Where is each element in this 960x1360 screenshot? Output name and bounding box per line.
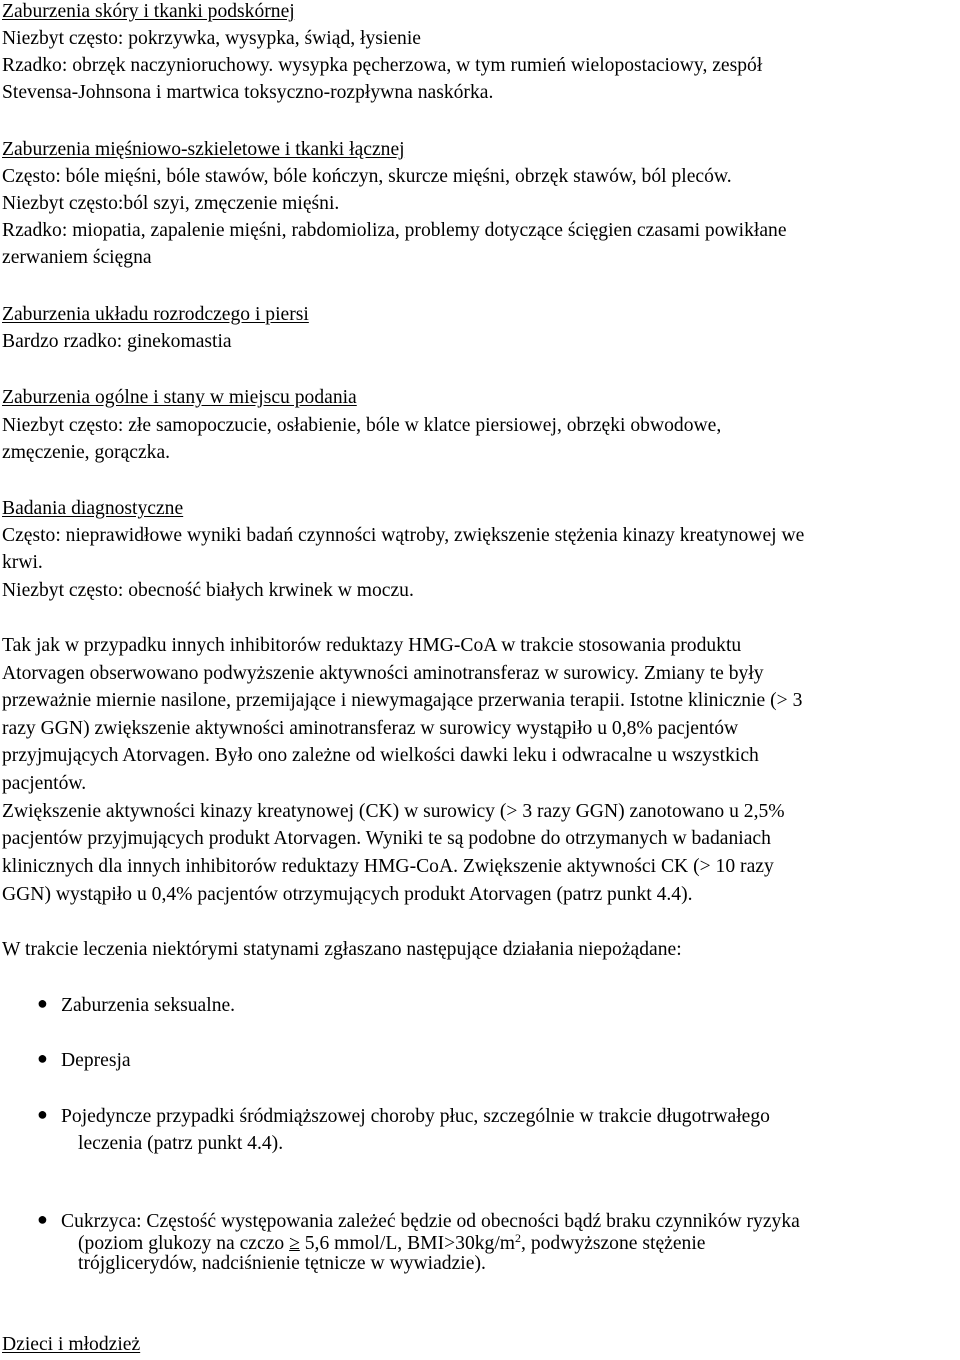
bullet-icon: ●	[37, 1104, 48, 1124]
text-line: zmęczenie, gorączka.	[2, 442, 171, 463]
paragraph-line: Zwiększenie aktywności kinazy kreatynowej (CK) w surowicy (> 3 razy GGN) zanotowano u 2,5%	[2, 801, 785, 822]
paragraph-line: klinicznych dla innych inhibitorów reduktazy HMG-CoA. Zwiększenie aktywności CK (> 10 razy	[2, 856, 774, 877]
paragraph-line: GGN) wystąpiło u 0,4% pacjentów otrzymujących produkt Atorvagen (patrz punkt 4.4).	[2, 884, 693, 905]
text-line: Niezbyt często: pokrzywka, wysypka, świąd, łysienie	[2, 28, 421, 49]
greater-equal-symbol: ≥	[289, 1233, 300, 1254]
section-heading-diagnostic: Badania diagnostyczne	[2, 498, 184, 519]
superscript: 2	[515, 1231, 522, 1245]
text-line: Niezbyt często: obecność białych krwinek w moczu.	[2, 580, 414, 601]
bullet-icon: ●	[37, 993, 48, 1013]
text-span: (poziom glukozy na czczo	[78, 1233, 290, 1254]
paragraph-line: przyjmujących Atorvagen. Było ono zależne od wielkości dawki leku i odwracalne u wszystkich	[2, 745, 759, 766]
text-line: Rzadko: miopatia, zapalenie mięśni, rabdomioliza, problemy dotyczące ścięgien czasami powikłane	[2, 220, 787, 241]
paragraph-line: Atorvagen obserwowano podwyższenie aktywności aminotransferaz w surowicy. Zmiany te były	[2, 663, 764, 684]
text-line: krwi.	[2, 552, 43, 573]
list-item-text: Pojedyncze przypadki śródmiąższowej choroby płuc, szczególnie w trakcie długotrwałego	[61, 1106, 770, 1127]
text-line: Rzadko: obrzęk naczynioruchowy. wysypka pęcherzowa, w tym rumień wielopostaciowy, zespół	[2, 55, 763, 76]
bullet-icon: ●	[37, 1209, 48, 1229]
section-heading-musculoskeletal: Zaburzenia mięśniowo-szkieletowe i tkanki łącznej	[2, 139, 405, 160]
text-line: zerwaniem ścięgna	[2, 247, 152, 268]
text-line: Często: bóle mięśni, bóle stawów, bóle kończyn, skurcze mięśni, obrzęk stawów, ból pleców.	[2, 166, 732, 187]
text-line: Często: nieprawidłowe wyniki badań czynności wątroby, zwiększenie stężenia kinazy kreatynowej we	[2, 525, 805, 546]
text-span: 5,6 mmol/L, BMI>30kg/m	[299, 1233, 516, 1254]
list-item-text: Zaburzenia seksualne.	[61, 995, 236, 1016]
text-line: Niezbyt często:ból szyi, zmęczenie mięśni.	[2, 193, 340, 214]
statins-intro: W trakcie leczenia niektórymi statynami zgłaszano następujące działania niepożądane:	[2, 939, 682, 960]
text-line: Bardzo rzadko: ginekomastia	[2, 331, 232, 352]
list-item-text: trójglicerydów, nadciśnienie tętnicze w wywiadzie).	[78, 1253, 486, 1274]
section-heading-general: Zaburzenia ogólne i stany w miejscu podania	[2, 387, 357, 408]
list-item-text: Cukrzyca: Częstość występowania zależeć będzie od obecności bądź braku czynników ryzyka	[61, 1211, 800, 1232]
text-line: Niezbyt często: złe samopoczucie, osłabienie, bóle w klatce piersiowej, obrzęki obwodowe,	[2, 415, 722, 436]
list-item-text: Depresja	[61, 1050, 131, 1071]
paragraph-line: przeważnie miernie nasilone, przemijające i niewymagające przerwania terapii. Istotne klinicznie (> 3	[2, 690, 803, 711]
bullet-icon: ●	[37, 1048, 48, 1068]
text-line: Stevensa-Johnsona i martwica toksyczno-rozpływna naskórka.	[2, 82, 494, 103]
paragraph-line: pacjentów przyjmujących produkt Atorvagen. Wyniki te są podobne do otrzymanych w badaniach	[2, 828, 771, 849]
text-span: , podwyższone stężenie	[521, 1233, 706, 1254]
section-heading-children: Dzieci i młodzież	[2, 1334, 141, 1355]
section-heading-reproductive: Zaburzenia układu rozrodczego i piersi	[2, 304, 309, 325]
list-item-text: leczenia (patrz punkt 4.4).	[78, 1133, 284, 1154]
paragraph-line: pacjentów.	[2, 773, 87, 794]
paragraph-line: razy GGN) zwiększenie aktywności aminotransferaz w surowicy wystąpiło u 0,8% pacjentów	[2, 718, 739, 739]
paragraph-line: Tak jak w przypadku innych inhibitorów reduktazy HMG-CoA w trakcie stosowania produktu	[2, 635, 742, 656]
section-heading-skin: Zaburzenia skóry i tkanki podskórnej	[2, 1, 295, 22]
